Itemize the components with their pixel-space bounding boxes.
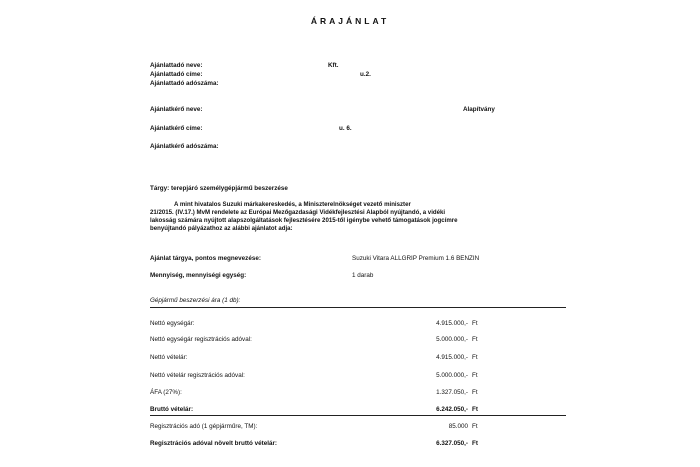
price-row-label: Regisztrációs adó (1 gépjárműre, TM): (150, 423, 258, 430)
quantity-value: 1 darab (352, 272, 374, 279)
price-row-unit: Ft (472, 336, 478, 343)
price-row-value: 4.915.000,- (436, 354, 468, 361)
offerer-name-label: Ajánlattadó neve: (150, 62, 203, 69)
price-row-value: 85.000 (448, 423, 468, 430)
total-price-value: 6.327.050,- (436, 440, 468, 447)
gross-price-value: 6.242.050,- (436, 406, 468, 413)
price-row-unit: Ft (472, 372, 478, 379)
price-row-value: 5.000.000,- (436, 336, 468, 343)
gross-price-label: Bruttó vételár: (150, 406, 194, 413)
offerer-name-value: Kft. (328, 62, 339, 69)
requester-address-label: Ajánlatkérő címe: (150, 125, 203, 132)
price-row-unit: Ft (472, 423, 478, 430)
subject-line: Tárgy: terepjáró személygépjármű beszerzése (150, 185, 288, 192)
price-row-value: 4.915.000,- (436, 320, 468, 327)
price-row-unit: Ft (472, 320, 478, 327)
intro-line-1: A mint hivatalos Suzuki márkakereskedés, a Miniszterelnökséget vezető miniszter (174, 201, 411, 208)
total-price-unit: Ft (472, 440, 478, 447)
gross-price-unit: Ft (472, 406, 478, 413)
price-row-label: Nettó vételár: (150, 354, 188, 361)
price-heading-rule (150, 307, 566, 308)
quantity-label: Mennyiség, mennyiségi egység: (150, 272, 247, 279)
offerer-address-label: Ajánlattadó címe: (150, 71, 203, 78)
intro-line-4: benyújtandó pályázathoz az alábbi ajánlatot adja: (150, 225, 293, 232)
price-row-label: Nettó egységár: (150, 320, 195, 327)
offer-subject-value: Suzuki Vitara ALLGRIP Premium 1.6 BENZIN (352, 255, 480, 262)
gross-price-rule (150, 415, 566, 416)
offerer-tax-label: Ajánlattadó adószáma: (150, 80, 219, 87)
price-row-unit: Ft (472, 389, 478, 396)
price-row-value: 5.000.000,- (436, 372, 468, 379)
requester-tax-label: Ajánlatkérő adószáma: (150, 143, 219, 150)
document-title: ÁRAJÁNLAT (310, 16, 390, 26)
requester-address-value: u. 6. (339, 125, 352, 132)
price-row-label: Nettó vételár regisztrációs adóval: (150, 372, 245, 379)
price-row-label: Nettó egységár regisztrációs adóval: (150, 336, 252, 343)
requester-name-value: Alapítvány (463, 106, 495, 113)
intro-line-2: 21/2015. (IV.17.) MvM rendelete az Európai Mezőgazdasági Vidékfejlesztési Alapból nyújtandó, a vidéki (150, 209, 446, 216)
price-row-value: 1.327.050,- (436, 389, 468, 396)
price-row-label: ÁFA (27%): (150, 389, 182, 396)
price-row-unit: Ft (472, 354, 478, 361)
intro-line-3: lakosság számára nyújtott alapszolgáltatások fejlesztésére 2015-től igénybe vehető támogatások jogcímre (150, 217, 458, 224)
total-price-label: Regisztrációs adóval növelt bruttó vételár: (150, 440, 278, 447)
purchase-price-heading: Gépjármű beszerzési ára (1 db): (150, 297, 241, 304)
offerer-address-value: u.2. (360, 71, 371, 78)
offer-subject-label: Ajánlat tárgya, pontos megnevezése: (150, 255, 261, 262)
requester-name-label: Ajánlatkérő neve: (150, 106, 203, 113)
